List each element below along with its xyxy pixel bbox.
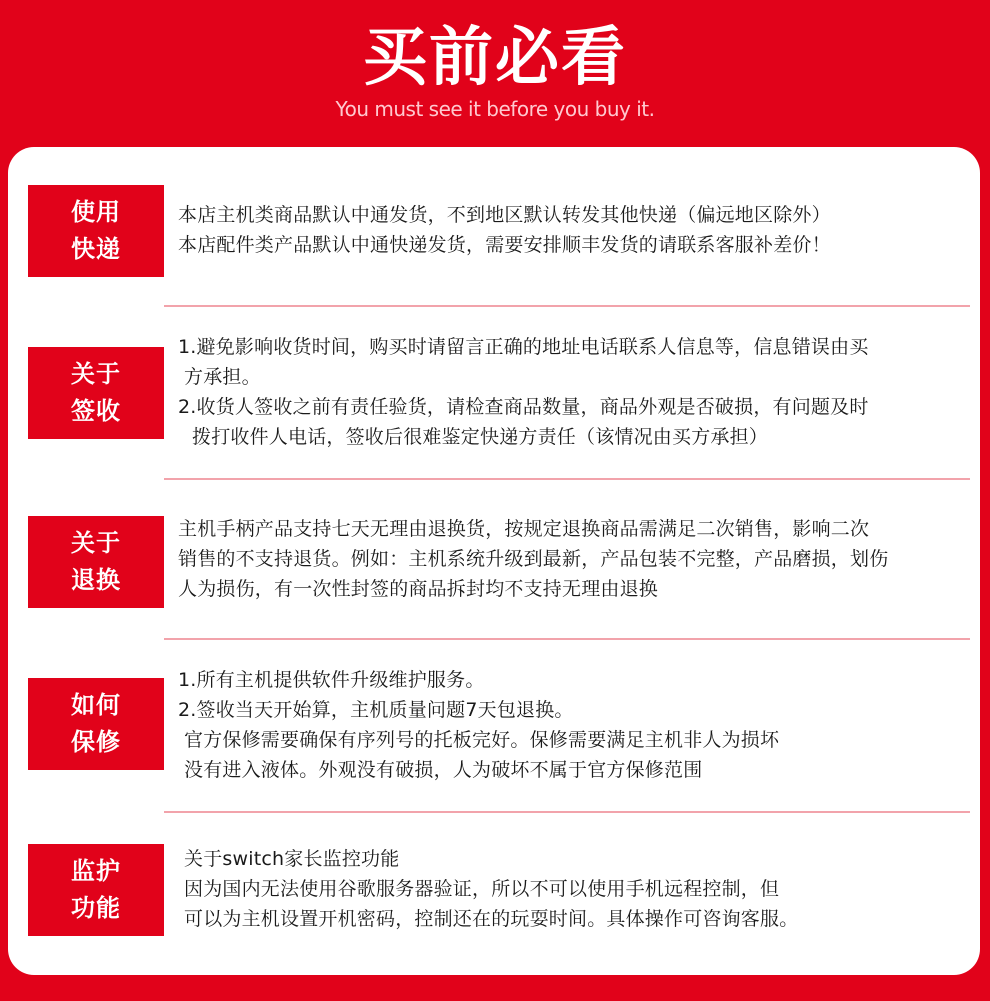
label-line: 使用	[71, 198, 121, 226]
text-line: 2.签收当天开始算，主机质量问题7天包退换。	[178, 699, 574, 721]
section-text	[178, 665, 968, 785]
text-line: 可以为主机设置开机密码，控制还在的玩耍时间。具体操作可咨询客服。	[184, 908, 799, 930]
section-divider	[164, 638, 970, 640]
label-line: 关于	[71, 360, 121, 388]
text-line: 因为国内无法使用谷歌服务器验证，所以不可以使用手机远程控制，但	[184, 878, 780, 900]
label-line: 快递	[71, 235, 121, 263]
text-line: 1.避免影响收货时间，购买时请留言正确的地址电话联系人信息等，信息错误由买	[178, 336, 869, 358]
section-divider	[164, 478, 970, 480]
page-title: 买前必看	[363, 21, 627, 95]
label-line: 保修	[71, 728, 121, 756]
section-divider	[164, 305, 970, 307]
section-text	[178, 844, 968, 934]
label-line: 监护	[71, 857, 121, 885]
page-subtitle: You must see it before you buy it.	[335, 97, 655, 121]
label-line: 如何	[71, 691, 121, 719]
section-divider	[164, 811, 970, 813]
text-line: 本店配件类产品默认中通快递发货，需要安排顺丰发货的请联系客服补差价！	[178, 234, 831, 256]
text-line: 本店主机类商品默认中通发货，不到地区默认转发其他快递（偏远地区除外）	[178, 204, 831, 226]
notice-card	[8, 147, 980, 975]
text-line: 1.所有主机提供软件升级维护服务。	[178, 669, 485, 691]
label-line: 功能	[71, 894, 121, 922]
section-text	[178, 200, 968, 260]
text-line: 官方保修需要确保有序列号的托板完好。保修需要满足主机非人为损坏	[184, 729, 780, 751]
label-line: 退换	[71, 566, 121, 594]
text-line: 销售的不支持退货。例如：主机系统升级到最新，产品包装不完整，产品磨损，划伤	[178, 548, 889, 570]
text-line: 主机手柄产品支持七天无理由退换货，按规定退换商品需满足二次销售，影响二次	[178, 518, 870, 540]
text-line: 人为损伤，有一次性封签的商品拆封均不支持无理由退换	[178, 578, 659, 600]
text-line: 方承担。	[184, 366, 261, 388]
text-line: 2.收货人签收之前有责任验货，请检查商品数量，商品外观是否破损，有问题及时	[178, 396, 869, 418]
header	[0, 0, 990, 148]
section-text	[178, 514, 968, 604]
text-line: 拨打收件人电话，签收后很难鉴定快递方责任（该情况由买方承担）	[192, 426, 769, 448]
label-line: 签收	[71, 397, 121, 425]
section-label	[28, 347, 164, 439]
section-label	[28, 516, 164, 608]
section-label	[28, 185, 164, 277]
section-text	[178, 332, 968, 452]
section-label	[28, 678, 164, 770]
section-label	[28, 844, 164, 936]
text-line: 关于switch家长监控功能	[184, 848, 400, 870]
label-line: 关于	[71, 529, 121, 557]
text-line: 没有进入液体。外观没有破损，人为破坏不属于官方保修范围	[184, 759, 703, 781]
